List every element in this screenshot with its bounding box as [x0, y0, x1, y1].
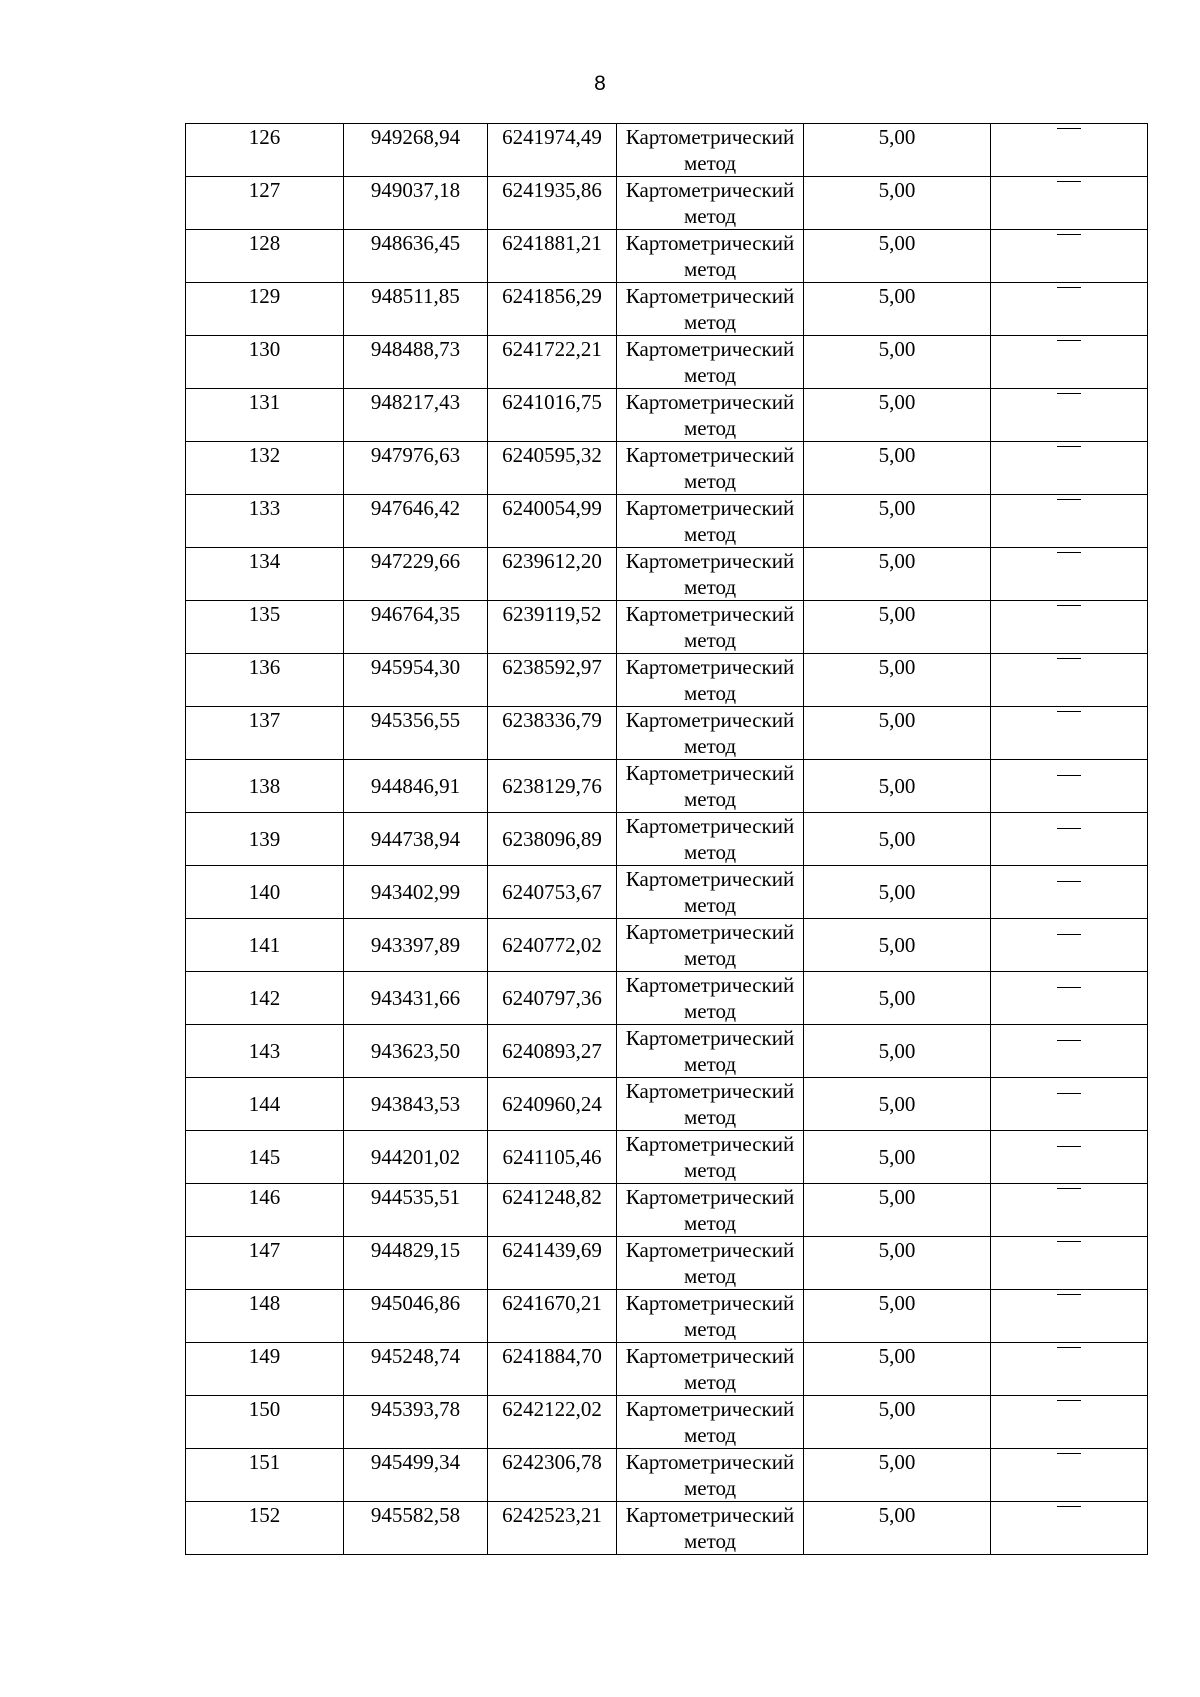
table-row [186, 548, 1148, 601]
x-coordinate-cell: 943397,89 [344, 919, 488, 972]
error-value-cell: 5,00 [804, 654, 991, 707]
point-number-cell: 149 [186, 1343, 344, 1396]
table-row [186, 760, 1148, 813]
y-coordinate-cell: 6241439,69 [488, 1237, 617, 1290]
dash-mark [1057, 552, 1081, 579]
point-number-cell: 151 [186, 1449, 344, 1502]
point-number-cell: 146 [186, 1184, 344, 1237]
dash-cell [991, 1290, 1148, 1343]
table-row [186, 1131, 1148, 1184]
point-number-cell: 137 [186, 707, 344, 760]
dash-cell [991, 707, 1148, 760]
table-row [186, 1025, 1148, 1078]
method-line-1: Картометрический [625, 1132, 795, 1156]
method-line-1: Картометрический [625, 337, 795, 361]
error-value-cell: 5,00 [804, 707, 991, 760]
method-line-2: метод [683, 363, 737, 387]
x-coordinate-cell: 947229,66 [344, 548, 488, 601]
method-line-2: метод [683, 257, 737, 281]
y-coordinate-cell: 6240595,32 [488, 442, 617, 495]
method-line-1: Картометрический [625, 761, 795, 785]
method-line-1: Картометрический [625, 284, 795, 308]
x-coordinate-cell: 944535,51 [344, 1184, 488, 1237]
method-line-1: Картометрический [625, 708, 795, 732]
y-coordinate-cell: 6241670,21 [488, 1290, 617, 1343]
point-number-cell: 132 [186, 442, 344, 495]
method-line-1: Картометрический [625, 1397, 795, 1421]
table-row [186, 177, 1148, 230]
y-coordinate-cell: 6238592,97 [488, 654, 617, 707]
dash-cell [991, 230, 1148, 283]
dash-cell [991, 866, 1148, 919]
method-line-2: метод [683, 416, 737, 440]
dash-mark [1057, 1347, 1081, 1374]
method-line-1: Картометрический [625, 867, 795, 891]
x-coordinate-cell: 944829,15 [344, 1237, 488, 1290]
y-coordinate-cell: 6241881,21 [488, 230, 617, 283]
dash-cell [991, 495, 1148, 548]
error-value-cell: 5,00 [804, 1237, 991, 1290]
error-value-cell: 5,00 [804, 972, 991, 1025]
method-line-1: Картометрический [625, 602, 795, 626]
dash-mark [1057, 1040, 1081, 1067]
dash-cell [991, 601, 1148, 654]
y-coordinate-cell: 6241935,86 [488, 177, 617, 230]
x-coordinate-cell: 948217,43 [344, 389, 488, 442]
dash-cell [991, 442, 1148, 495]
y-coordinate-cell: 6241105,46 [488, 1131, 617, 1184]
dash-cell [991, 972, 1148, 1025]
method-cell [617, 1290, 804, 1343]
dash-mark [1057, 128, 1081, 155]
method-cell [617, 548, 804, 601]
dash-cell [991, 283, 1148, 336]
method-cell [617, 1396, 804, 1449]
x-coordinate-cell: 944738,94 [344, 813, 488, 866]
method-line-1: Картометрический [625, 443, 795, 467]
method-line-1: Картометрический [625, 920, 795, 944]
table-row [186, 1396, 1148, 1449]
dash-cell [991, 760, 1148, 813]
table-row [186, 124, 1148, 177]
x-coordinate-cell: 945954,30 [344, 654, 488, 707]
coordinates-table [185, 123, 1148, 1555]
method-line-1: Картометрический [625, 496, 795, 520]
method-line-2: метод [683, 1317, 737, 1341]
method-line-2: метод [683, 787, 737, 811]
method-cell [617, 336, 804, 389]
y-coordinate-cell: 6238129,76 [488, 760, 617, 813]
dash-mark [1057, 658, 1081, 685]
method-line-2: метод [683, 310, 737, 334]
error-value-cell: 5,00 [804, 760, 991, 813]
dash-cell [991, 124, 1148, 177]
dash-mark [1057, 1506, 1081, 1533]
point-number-cell: 148 [186, 1290, 344, 1343]
method-line-1: Картометрический [625, 655, 795, 679]
error-value-cell: 5,00 [804, 495, 991, 548]
method-line-2: метод [683, 893, 737, 917]
dash-cell [991, 1237, 1148, 1290]
method-cell [617, 601, 804, 654]
point-number-cell: 142 [186, 972, 344, 1025]
y-coordinate-cell: 6242523,21 [488, 1502, 617, 1555]
y-coordinate-cell: 6242306,78 [488, 1449, 617, 1502]
dash-mark [1057, 987, 1081, 1014]
point-number-cell: 147 [186, 1237, 344, 1290]
dash-mark [1057, 181, 1081, 208]
dash-cell [991, 654, 1148, 707]
table-row [186, 707, 1148, 760]
point-number-cell: 145 [186, 1131, 344, 1184]
table-row [186, 1502, 1148, 1555]
method-line-2: метод [683, 204, 737, 228]
dash-cell [991, 1396, 1148, 1449]
method-line-2: метод [683, 1105, 737, 1129]
table-row [186, 1449, 1148, 1502]
method-line-1: Картометрический [625, 125, 795, 149]
table-row [186, 1237, 1148, 1290]
error-value-cell: 5,00 [804, 1290, 991, 1343]
dash-mark [1057, 1146, 1081, 1173]
dash-cell [991, 1131, 1148, 1184]
method-line-2: метод [683, 1211, 737, 1235]
x-coordinate-cell: 945046,86 [344, 1290, 488, 1343]
method-cell [617, 919, 804, 972]
dash-mark [1057, 711, 1081, 738]
method-line-2: метод [683, 1052, 737, 1076]
method-cell [617, 654, 804, 707]
x-coordinate-cell: 948636,45 [344, 230, 488, 283]
dash-mark [1057, 499, 1081, 526]
dash-cell [991, 1078, 1148, 1131]
x-coordinate-cell: 948488,73 [344, 336, 488, 389]
x-coordinate-cell: 943402,99 [344, 866, 488, 919]
y-coordinate-cell: 6240054,99 [488, 495, 617, 548]
point-number-cell: 133 [186, 495, 344, 548]
point-number-cell: 144 [186, 1078, 344, 1131]
dash-cell [991, 1343, 1148, 1396]
dash-cell [991, 389, 1148, 442]
point-number-cell: 135 [186, 601, 344, 654]
method-line-2: метод [683, 628, 737, 652]
table-row [186, 654, 1148, 707]
dash-mark [1057, 287, 1081, 314]
method-cell [617, 495, 804, 548]
method-cell [617, 1502, 804, 1555]
method-cell [617, 707, 804, 760]
dash-mark [1057, 340, 1081, 367]
method-cell [617, 442, 804, 495]
method-line-1: Картометрический [625, 1026, 795, 1050]
dash-mark [1057, 234, 1081, 261]
method-line-1: Картометрический [625, 178, 795, 202]
x-coordinate-cell: 943431,66 [344, 972, 488, 1025]
method-line-1: Картометрический [625, 1185, 795, 1209]
table-row [186, 283, 1148, 336]
method-cell [617, 1449, 804, 1502]
dash-mark [1057, 446, 1081, 473]
y-coordinate-cell: 6240893,27 [488, 1025, 617, 1078]
dash-mark [1057, 1294, 1081, 1321]
error-value-cell: 5,00 [804, 601, 991, 654]
error-value-cell: 5,00 [804, 1502, 991, 1555]
dash-mark [1057, 393, 1081, 420]
method-line-2: метод [683, 469, 737, 493]
method-cell [617, 230, 804, 283]
x-coordinate-cell: 949268,94 [344, 124, 488, 177]
y-coordinate-cell: 6241974,49 [488, 124, 617, 177]
method-cell [617, 760, 804, 813]
method-line-2: метод [683, 522, 737, 546]
point-number-cell: 150 [186, 1396, 344, 1449]
dash-cell [991, 1449, 1148, 1502]
x-coordinate-cell: 944201,02 [344, 1131, 488, 1184]
error-value-cell: 5,00 [804, 230, 991, 283]
table-row [186, 1184, 1148, 1237]
method-line-1: Картометрический [625, 549, 795, 573]
dash-mark [1057, 934, 1081, 961]
dash-cell [991, 1502, 1148, 1555]
method-cell [617, 124, 804, 177]
x-coordinate-cell: 944846,91 [344, 760, 488, 813]
point-number-cell: 134 [186, 548, 344, 601]
method-line-2: метод [683, 734, 737, 758]
dash-mark [1057, 1241, 1081, 1268]
error-value-cell: 5,00 [804, 1449, 991, 1502]
x-coordinate-cell: 945248,74 [344, 1343, 488, 1396]
method-line-1: Картометрический [625, 1079, 795, 1103]
method-line-1: Картометрический [625, 1450, 795, 1474]
y-coordinate-cell: 6239119,52 [488, 601, 617, 654]
method-line-2: метод [683, 840, 737, 864]
method-line-2: метод [683, 681, 737, 705]
method-cell [617, 972, 804, 1025]
dash-cell [991, 919, 1148, 972]
method-line-2: метод [683, 1370, 737, 1394]
error-value-cell: 5,00 [804, 283, 991, 336]
method-line-2: метод [683, 946, 737, 970]
error-value-cell: 5,00 [804, 177, 991, 230]
error-value-cell: 5,00 [804, 442, 991, 495]
y-coordinate-cell: 6238096,89 [488, 813, 617, 866]
error-value-cell: 5,00 [804, 1343, 991, 1396]
method-line-2: метод [683, 1158, 737, 1182]
method-cell [617, 1343, 804, 1396]
y-coordinate-cell: 6240797,36 [488, 972, 617, 1025]
x-coordinate-cell: 943843,53 [344, 1078, 488, 1131]
method-line-1: Картометрический [625, 1344, 795, 1368]
dash-cell [991, 548, 1148, 601]
method-line-2: метод [683, 1264, 737, 1288]
dash-mark [1057, 1400, 1081, 1427]
method-line-2: метод [683, 1476, 737, 1500]
method-line-1: Картометрический [625, 973, 795, 997]
error-value-cell: 5,00 [804, 336, 991, 389]
point-number-cell: 143 [186, 1025, 344, 1078]
method-line-1: Картометрический [625, 1238, 795, 1262]
dash-mark [1057, 775, 1081, 802]
method-cell [617, 283, 804, 336]
dash-mark [1057, 881, 1081, 908]
point-number-cell: 131 [186, 389, 344, 442]
dash-mark [1057, 1093, 1081, 1120]
point-number-cell: 140 [186, 866, 344, 919]
y-coordinate-cell: 6241248,82 [488, 1184, 617, 1237]
table-row [186, 866, 1148, 919]
method-cell [617, 389, 804, 442]
method-line-1: Картометрический [625, 1503, 795, 1527]
error-value-cell: 5,00 [804, 124, 991, 177]
dash-cell [991, 336, 1148, 389]
method-line-1: Картометрический [625, 231, 795, 255]
error-value-cell: 5,00 [804, 866, 991, 919]
point-number-cell: 130 [186, 336, 344, 389]
x-coordinate-cell: 945499,34 [344, 1449, 488, 1502]
table-row [186, 919, 1148, 972]
method-cell [617, 813, 804, 866]
method-cell [617, 1237, 804, 1290]
error-value-cell: 5,00 [804, 548, 991, 601]
page-number: 8 [594, 72, 606, 95]
table-row [186, 601, 1148, 654]
dash-cell [991, 813, 1148, 866]
point-number-cell: 139 [186, 813, 344, 866]
y-coordinate-cell: 6241884,70 [488, 1343, 617, 1396]
x-coordinate-cell: 948511,85 [344, 283, 488, 336]
x-coordinate-cell: 943623,50 [344, 1025, 488, 1078]
method-cell [617, 1025, 804, 1078]
table-row [186, 389, 1148, 442]
table-row [186, 1343, 1148, 1396]
table-row [186, 230, 1148, 283]
method-cell [617, 866, 804, 919]
method-line-1: Картометрический [625, 814, 795, 838]
x-coordinate-cell: 945582,58 [344, 1502, 488, 1555]
y-coordinate-cell: 6239612,20 [488, 548, 617, 601]
y-coordinate-cell: 6240960,24 [488, 1078, 617, 1131]
point-number-cell: 128 [186, 230, 344, 283]
dash-cell [991, 1184, 1148, 1237]
y-coordinate-cell: 6241856,29 [488, 283, 617, 336]
table-row [186, 442, 1148, 495]
table-row [186, 495, 1148, 548]
point-number-cell: 129 [186, 283, 344, 336]
y-coordinate-cell: 6240753,67 [488, 866, 617, 919]
dash-mark [1057, 828, 1081, 855]
y-coordinate-cell: 6241016,75 [488, 389, 617, 442]
method-line-2: метод [683, 999, 737, 1023]
table-row [186, 336, 1148, 389]
point-number-cell: 152 [186, 1502, 344, 1555]
x-coordinate-cell: 949037,18 [344, 177, 488, 230]
point-number-cell: 126 [186, 124, 344, 177]
error-value-cell: 5,00 [804, 1078, 991, 1131]
method-line-1: Картометрический [625, 1291, 795, 1315]
point-number-cell: 136 [186, 654, 344, 707]
method-cell [617, 1184, 804, 1237]
error-value-cell: 5,00 [804, 1184, 991, 1237]
dash-mark [1057, 1453, 1081, 1480]
x-coordinate-cell: 945356,55 [344, 707, 488, 760]
table-row [186, 1078, 1148, 1131]
method-line-2: метод [683, 1423, 737, 1447]
error-value-cell: 5,00 [804, 919, 991, 972]
table-body [186, 124, 1148, 1555]
table-row [186, 1290, 1148, 1343]
method-cell [617, 1078, 804, 1131]
method-cell [617, 177, 804, 230]
method-line-2: метод [683, 1529, 737, 1553]
dash-mark [1057, 1188, 1081, 1215]
y-coordinate-cell: 6241722,21 [488, 336, 617, 389]
error-value-cell: 5,00 [804, 1131, 991, 1184]
table-row [186, 813, 1148, 866]
x-coordinate-cell: 947976,63 [344, 442, 488, 495]
dash-cell [991, 1025, 1148, 1078]
method-line-2: метод [683, 575, 737, 599]
y-coordinate-cell: 6238336,79 [488, 707, 617, 760]
x-coordinate-cell: 946764,35 [344, 601, 488, 654]
method-line-1: Картометрический [625, 390, 795, 414]
error-value-cell: 5,00 [804, 813, 991, 866]
x-coordinate-cell: 947646,42 [344, 495, 488, 548]
error-value-cell: 5,00 [804, 1396, 991, 1449]
point-number-cell: 141 [186, 919, 344, 972]
point-number-cell: 127 [186, 177, 344, 230]
y-coordinate-cell: 6242122,02 [488, 1396, 617, 1449]
dash-cell [991, 177, 1148, 230]
x-coordinate-cell: 945393,78 [344, 1396, 488, 1449]
error-value-cell: 5,00 [804, 1025, 991, 1078]
y-coordinate-cell: 6240772,02 [488, 919, 617, 972]
method-line-2: метод [683, 151, 737, 175]
table-row [186, 972, 1148, 1025]
method-cell [617, 1131, 804, 1184]
dash-mark [1057, 605, 1081, 632]
error-value-cell: 5,00 [804, 389, 991, 442]
point-number-cell: 138 [186, 760, 344, 813]
